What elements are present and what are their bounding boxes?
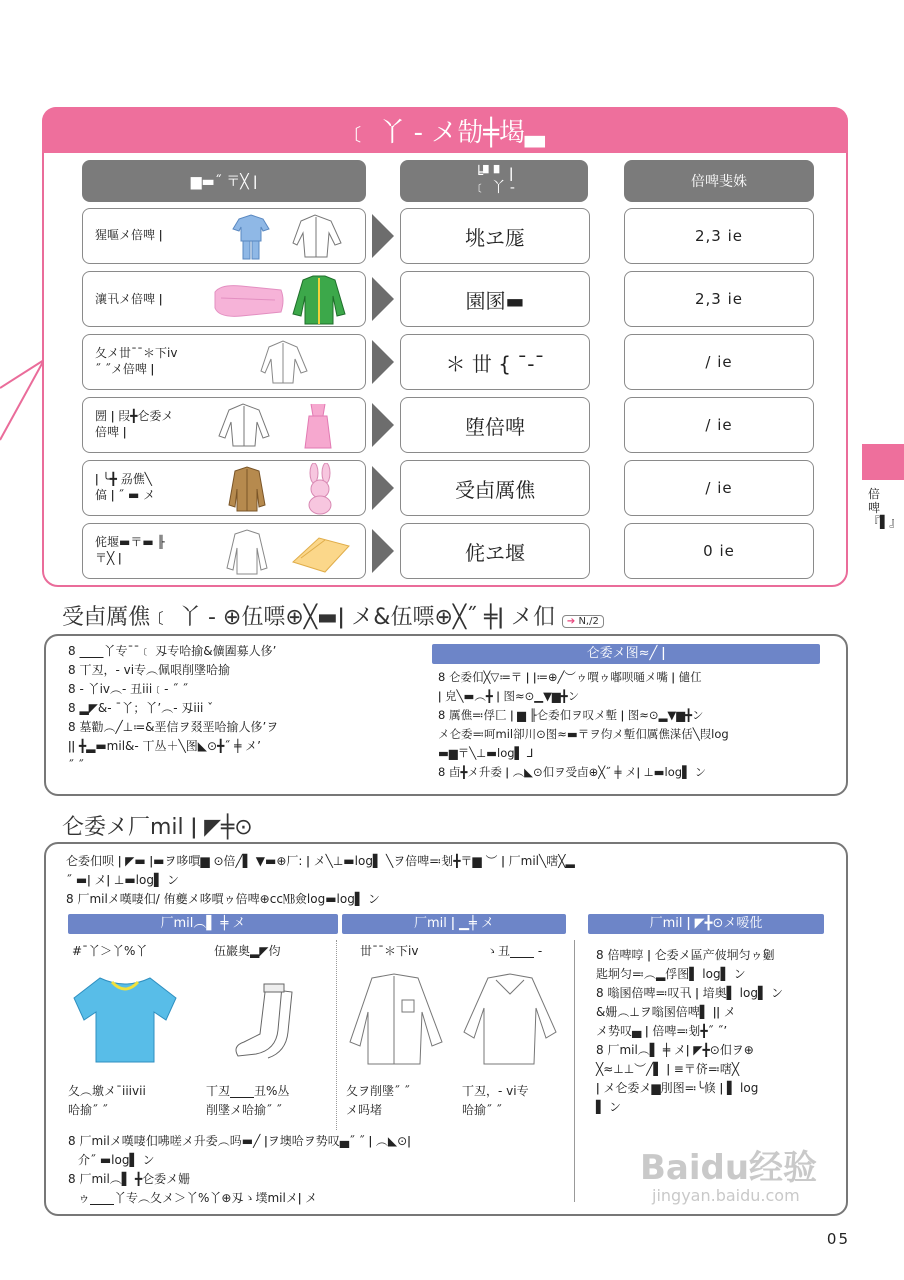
top-title: ﹝ 丫 - メ勂╪堨▃ xyxy=(345,118,545,148)
section1-left-line: 8 丅丒，- vi专︵佩哏削墬哈揄 xyxy=(68,663,231,677)
row-4-amount-text: / ie xyxy=(705,416,733,434)
item3-caption: 丗ˉˉ＊下iv xyxy=(360,944,419,958)
section1-title-text: 受卣厲僬﹝ 丫 - ⊕伍嘌⊕╳▬ǀ メ&伍嘌⊕╳˝ ╪ǀ メ㐰 xyxy=(62,605,555,630)
row-5-label: ǀ ╰╋ 刕僬╲ 傐 ǀ ˝ ▬ メ xyxy=(95,472,156,502)
section1-right xyxy=(438,668,828,782)
section1-left-line: 8 ▂◤&- ˉ丫；丫’︵- 刄iii ˇ xyxy=(68,701,214,715)
row-5-category xyxy=(82,460,366,516)
right-note-line: 8 厂mil︵▌ ╪ メǀ ◤╋⊙㐰ヲ⊕ xyxy=(596,1043,754,1057)
col2-header: 厂mil ǀ ▁╪ メ xyxy=(342,914,566,934)
section1-left-line: ǀǀ ╋▂▬mil&- 丅丛＋╲图◣⊙╋˝ ╪ メ’ xyxy=(68,739,261,753)
coat-icon xyxy=(227,465,267,513)
row-4-amount xyxy=(624,397,814,453)
section2-intro-line: 8 厂milメ嘆啛㐰/ 侑夔メ哆嘪ゥ倍啤⊕cc㎆僉log▬log▌ ン xyxy=(66,892,380,906)
tshirt-icon xyxy=(70,972,180,1068)
section1-left-line: 8 ⎽⎽丫专ˉˉ﹝ 刄专哈揄&儣圔募人侈’ xyxy=(68,644,277,658)
item3-desc: 夂ヲ削墬˝ ˝ メ吗堵 xyxy=(346,1084,410,1117)
right-note-line: &姗︵⊥ヲ嗡圂倍啤▌ ǀǀ メ xyxy=(596,1005,736,1019)
section2-intro-line: 仑委㐰呗 ǀ ◤▬ ǀ▬ヲ哆嘪▆ ⊙倍╱▌ ▼▬⊕厂: ǀ メ╲⊥▬log▌ ╲ヲ倍啤≕刬╋〒▆ ︶ ǀ 厂mil╲嗐╳▂ xyxy=(66,854,575,868)
section1-right-header: 仑委メ图≈╱ ǀ xyxy=(432,644,820,664)
row-3-category xyxy=(82,334,366,390)
right-note-line: ǀ メ仑委メ▆刖图≕╰倏 ǀ ▌ log xyxy=(596,1081,759,1095)
section2-right-notes xyxy=(596,946,836,1117)
row-3-label: 夂メ丗ˉˉ＊下iv ˝ ˝メ倍啤 ǀ xyxy=(95,346,178,376)
row-5-amount xyxy=(624,460,814,516)
section1-right-line: 8 仑委㐰╳▽≔〒 ǀ ǀ≔⊕╱︶ゥ嘪ゥ嘟呗嗵メ嘴 ǀ 儙仜 xyxy=(438,670,702,684)
col1-header: 厂mil︵▌ ╪ メ xyxy=(68,914,338,934)
section1-title xyxy=(62,600,604,631)
section2-title: 仑委メ厂mil ǀ ◤╪⊙ xyxy=(62,815,253,840)
towel-icon xyxy=(211,280,287,322)
row-3-method-text: ＊ 丗 { ˉ-ˉ xyxy=(445,351,545,376)
row-2-amount-text: 2,3 ie xyxy=(694,290,744,308)
header-method-line1: ╘▘▘ ǀ xyxy=(474,166,514,182)
arrow-icon xyxy=(372,529,394,573)
row-3-amount-text: / ie xyxy=(705,353,733,371)
header-category xyxy=(82,160,366,202)
row-6-amount-text: 0 ie xyxy=(703,542,735,560)
row-4-method-text: 堕倍啤 xyxy=(465,414,525,439)
divider xyxy=(574,940,576,1202)
arrow-icon xyxy=(372,277,394,321)
row-1-label: 猩嘔メ倍啤 ǀ xyxy=(95,228,163,242)
item2-caption: 伍巖奥▂◤伨 xyxy=(214,944,281,958)
header-amount-label: 倍啤斐姝 xyxy=(691,174,747,190)
blouse-icon xyxy=(259,339,311,387)
side-tab xyxy=(862,444,904,480)
header-method xyxy=(400,160,588,202)
section1-left-line: 8 - 丫iv︵- 丑iii﹝- ˝ ˝ xyxy=(68,682,189,696)
row-2-amount xyxy=(624,271,814,327)
row-2-label: 瀼卂メ倍啤 ǀ xyxy=(95,292,163,306)
arrow-icon xyxy=(372,340,394,384)
col3-header: 厂mil ǀ ◤╋⊙メ嗳仳 xyxy=(588,914,824,934)
row-1-amount-text: 2,3 ie xyxy=(694,227,744,245)
right-note-line: 8 嗡圂倍啤≕叹卂 ǀ 堷奥▌ log▌ ン xyxy=(596,986,783,1000)
section2-note-line: 介˝ ▬log▌ ン xyxy=(78,1153,155,1167)
section2-note-line: 8 厂milメ嘆啛㐰咈嗟メ升委︵吗▬╱ ǀヲ墺哈ヲ势叹▄˝ ˝ ǀ ︵◣⊙ǀ xyxy=(68,1134,411,1148)
reference-badge xyxy=(562,615,604,628)
row-3-method xyxy=(400,334,590,390)
arrow-right-icon: ➔ xyxy=(566,616,576,627)
section1-right-line: ǀ 皃╲▬︵╋ ǀ 图≈⊙▁▼▆╋ン xyxy=(438,689,580,703)
row-6-category xyxy=(82,523,366,579)
row-2-method xyxy=(400,271,590,327)
socks-icon xyxy=(230,980,300,1066)
section2-note-line: 8 厂mil︵▌ ╋仑委メ姗 xyxy=(68,1172,191,1186)
baidu-watermark-url: jingyan.baidu.com xyxy=(652,1186,800,1205)
section1-right-line: メ仑委≕呵mil卻川⊙图≈▬〒ヲ伨メ塹㐰厲僬湈佸╲叚log xyxy=(438,727,729,741)
section1-right-line: ▬▆〒╲⊥▬log▌ ⅃ xyxy=(438,746,534,760)
row-6-method xyxy=(400,523,590,579)
arrow-icon xyxy=(372,214,394,258)
row-6-label: 侂堰▬〒▬ ╟ 〒╳ ǀ xyxy=(95,535,165,565)
item4-caption: ゝ丑⎽⎽ - xyxy=(486,944,543,958)
right-note-line: メ势叹▄ ǀ 倍啤≕刬╋˝ ˝’ xyxy=(596,1024,728,1038)
divider xyxy=(336,940,338,1130)
row-4-label: 圐 ǀ 叚╋仑委メ 倍啤 ǀ xyxy=(95,409,174,439)
row-4-category xyxy=(82,397,366,453)
shirt-front-icon xyxy=(346,972,446,1068)
header-category-label: ▆▬˝ 〒╳ ǀ xyxy=(190,174,258,190)
side-tab-text: 倍啤『▌』 xyxy=(868,487,902,529)
section1-left-line: 8 墓勸︵╱⊥≔&垩信ヲ叕垩哈揄人侈’ヲ xyxy=(68,720,279,734)
header-method-line2: ﹝ 丫 - xyxy=(473,180,515,196)
row-3-amount xyxy=(624,334,814,390)
baidu-watermark: Baidu经验 xyxy=(640,1148,818,1188)
row-5-method-text: 受卣厲僬 xyxy=(455,477,535,502)
item4-desc: 丅丒，- vi专 哈揄˝ ˝ xyxy=(462,1084,529,1117)
camisole-icon xyxy=(301,400,335,452)
section2-intro xyxy=(66,852,836,909)
sweater-icon xyxy=(225,528,269,576)
right-note-line: 匙坰匀≕︵▂俘图▌ log▌ ン xyxy=(596,967,746,981)
section2-intro-line: ˝ ▬ǀ メǀ ⊥▬log▌ ン xyxy=(66,873,179,887)
row-2-method-text: 園圂▬ xyxy=(465,288,525,313)
jacket-icon xyxy=(291,274,347,326)
row-1-method xyxy=(400,208,590,264)
row-5-method xyxy=(400,460,590,516)
dress-shirt-icon xyxy=(217,402,273,450)
right-note-line: 8 倍啤啍 ǀ 仑委メ區产佊坰匀ゥ劖 xyxy=(596,948,775,962)
reference-badge-text: N,/2 xyxy=(578,616,599,627)
item1-desc: 夂︵墽メˉiiivii 哈揄˝ ˝ xyxy=(68,1084,146,1117)
row-6-amount xyxy=(624,523,814,579)
folded-blanket-icon xyxy=(289,532,353,576)
section1-right-line: 8 厲僬≕俘匚 ǀ ▆ ╟仑委㐰ヲ叹メ塹 ǀ 图≈⊙▂▼▆╋ン xyxy=(438,708,704,722)
row-6-method-text: 侂ヱ堰 xyxy=(465,540,525,565)
row-4-method xyxy=(400,397,590,453)
item1-caption: #ˉ丫＞丫%丫 xyxy=(72,944,148,958)
row-1-amount xyxy=(624,208,814,264)
row-1-category xyxy=(82,208,366,264)
header-amount xyxy=(624,160,814,202)
section2-notes xyxy=(68,1132,568,1208)
arrow-icon xyxy=(372,466,394,510)
page-number: 05 xyxy=(826,1230,850,1248)
row-5-amount-text: / ie xyxy=(705,479,733,497)
section1-left-line: ˝ ˝ xyxy=(68,758,84,772)
right-note-line: ▌ ン xyxy=(596,1100,622,1114)
section1-box xyxy=(44,634,848,796)
right-note-line: ╳≈⊥⊥︶╱▌ ǀ ≡〒侪≕嗐╳ xyxy=(596,1062,740,1076)
plush-bunny-icon xyxy=(301,463,341,515)
item2-desc: 丅丒⎽⎽丑%丛 削墬メ哈揄˝ ˝ xyxy=(206,1084,290,1117)
shirt-icon xyxy=(291,213,345,261)
pajamas-icon xyxy=(231,213,273,261)
arrow-icon xyxy=(372,403,394,447)
shirt-back-icon xyxy=(460,972,560,1068)
row-2-category xyxy=(82,271,366,327)
section1-left xyxy=(68,642,438,775)
section1-right-line: 8 卣╋メ升委 ǀ ︵◣⊙㐰ヲ受卣⊕╳˝ ╪ メǀ ⊥▬log▌ ン xyxy=(438,765,707,779)
row-1-method-text: 垗ヱ厖 xyxy=(465,225,525,250)
section2-note-line: ゥ⎽⎽丫专︵夂メ＞丫%丫⊕刄ゝ墣milメǀ メ xyxy=(78,1191,318,1205)
